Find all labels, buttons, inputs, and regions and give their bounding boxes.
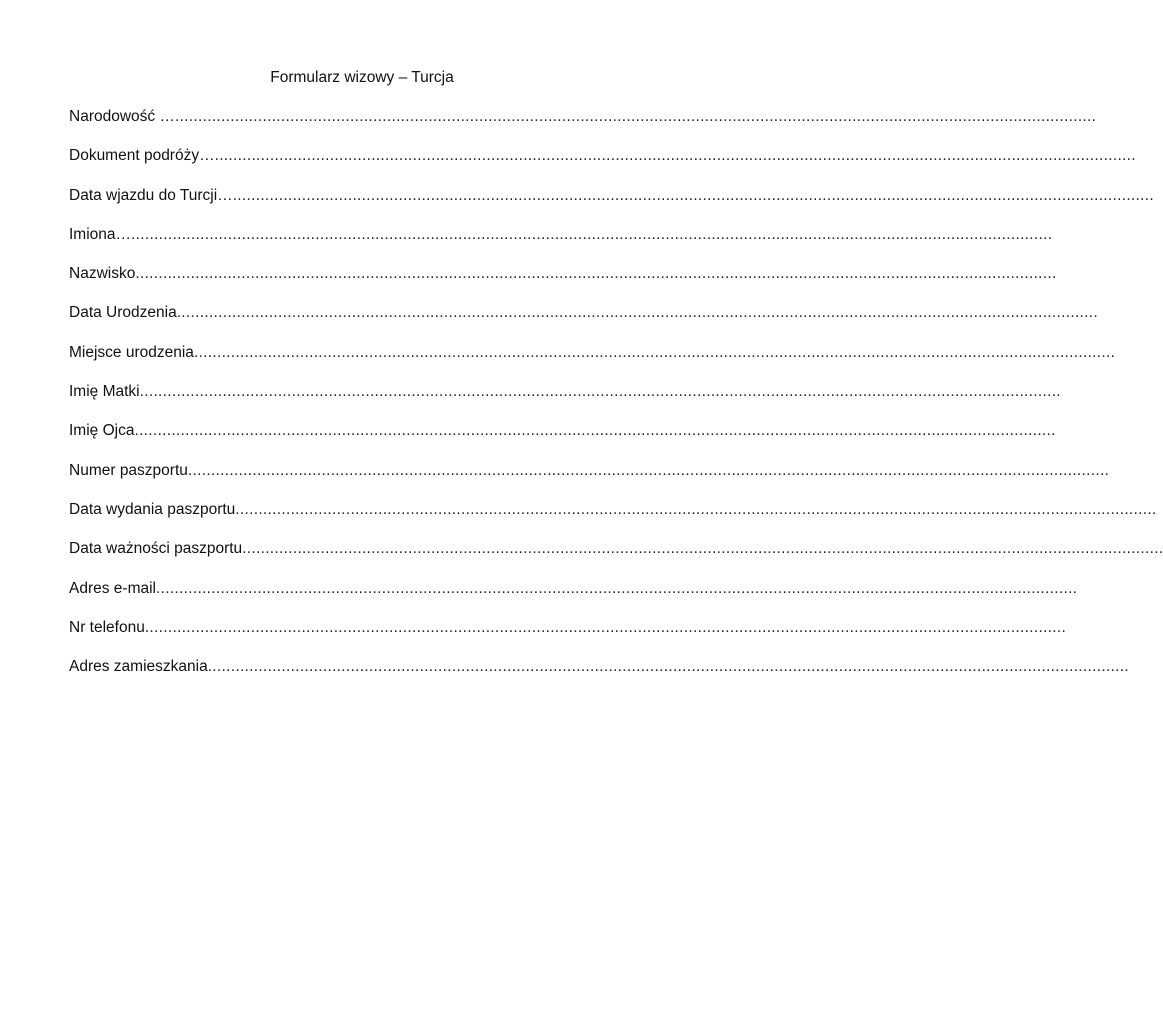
field-address	[69, 657, 1129, 696]
field-label: Nr telefonu	[69, 618, 145, 636]
field-label: Numer paszportu	[69, 461, 188, 479]
dotted-fill-line: ........................................................................................................................................................................................................	[207, 658, 1129, 676]
field-phone	[69, 618, 1067, 657]
dotted-fill-line: ........................................................................................................................................................................................................	[131, 225, 1053, 243]
field-label: Miejsce urodzenia	[69, 343, 194, 361]
field-passport-expiry-date	[69, 539, 1163, 578]
form-title: Formularz wizowy – Turcja	[270, 69, 454, 86]
field-entry-date	[69, 186, 1154, 225]
field-label: Data wjazdu do Turcji…	[69, 186, 233, 204]
dotted-fill-line: ........................................................................................................................................................................................................	[235, 500, 1157, 518]
dotted-fill-line: ........................................................................................................................................................................................................	[135, 265, 1057, 283]
dotted-fill-line: ........................................................................................................................................................................................................	[176, 304, 1098, 322]
field-label: Imię Matki	[69, 383, 140, 401]
field-given-names	[69, 225, 1053, 264]
field-email	[69, 579, 1078, 618]
form-fields	[69, 107, 1163, 696]
field-birth-date	[69, 303, 1098, 342]
dotted-fill-line: ........................................................................................................................................................................................................	[214, 147, 1136, 165]
dotted-fill-line: ........................................................................................................................................................................................................	[144, 618, 1067, 636]
dotted-fill-line: ........................................................................................................................................................................................................	[156, 579, 1078, 597]
field-label: Nazwisko	[69, 265, 136, 283]
dotted-fill-line: ........................................................................................................................................................................................................	[134, 422, 1056, 440]
dotted-fill-line: ........................................................................................................................................................................................................	[242, 540, 1163, 558]
field-label: Imiona…	[69, 225, 132, 243]
field-label: Data wydania paszportu	[69, 500, 236, 518]
field-label: Adres e-mail	[69, 579, 156, 597]
field-nationality	[69, 107, 1097, 146]
field-label: Data ważności paszportu	[69, 540, 243, 558]
field-surname	[69, 264, 1057, 303]
field-label: Data Urodzenia	[69, 304, 177, 322]
dotted-fill-line: ........................................................................................................................................................................................................	[232, 186, 1154, 204]
field-passport-number	[69, 461, 1110, 500]
field-label: Adres zamieszkania	[69, 658, 208, 676]
field-passport-issue-date	[69, 500, 1157, 539]
field-father-name	[69, 421, 1056, 460]
field-travel-document	[69, 146, 1136, 185]
dotted-fill-line: ........................................................................................................................................................................................................	[187, 461, 1110, 479]
field-label: Narodowość …	[69, 108, 175, 125]
dotted-fill-line: ........................................................................................................................................................................................................	[139, 383, 1061, 401]
dotted-fill-line: ........................................................................................................................................................................................................	[174, 108, 1097, 125]
dotted-fill-line: ........................................................................................................................................................................................................	[193, 343, 1116, 361]
field-label: Imię Ojca	[69, 422, 135, 440]
field-birth-place	[69, 343, 1116, 382]
field-mother-name	[69, 382, 1061, 421]
field-label: Dokument podróży…	[69, 147, 215, 165]
